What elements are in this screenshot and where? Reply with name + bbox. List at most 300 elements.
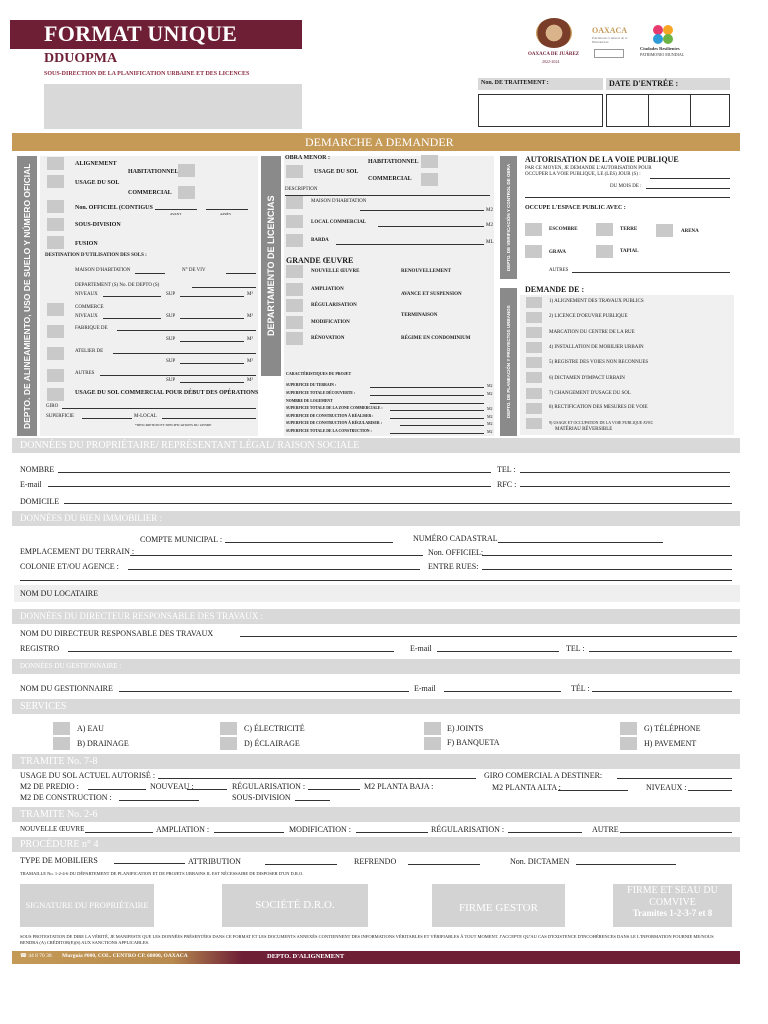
refrendo-label: REFRENDO — [354, 857, 397, 866]
societe-dro-box[interactable] — [222, 884, 368, 927]
alignement-side-label — [17, 156, 37, 436]
t26-ampliation-line[interactable] — [214, 832, 284, 833]
comvive-box[interactable] — [613, 884, 732, 927]
no-traitement-label: Non. DE TRAITEMENT : — [481, 80, 549, 86]
drainage-label: B) DRAINAGE — [77, 739, 129, 748]
giro-destiner-label: GIRO COMERCIAL A DESTINER: — [484, 771, 603, 780]
superficie-label: SUPERFICIE — [46, 414, 75, 419]
t26-autre-label: AUTRE — [592, 825, 619, 834]
telephone-checkbox[interactable] — [620, 722, 637, 735]
lic-maison-label: MAISON D'HABITATION — [311, 199, 367, 204]
lic-habitationnel-checkbox[interactable] — [421, 155, 438, 168]
lic-maison-m2: M2 — [486, 208, 493, 213]
date-day-field[interactable] — [606, 94, 649, 127]
habitationnel-label: HABITATIONNEL — [128, 169, 179, 175]
escombre-checkbox[interactable] — [525, 223, 542, 236]
prop-tel-line[interactable] — [520, 472, 730, 473]
planeacion-side-label — [500, 288, 517, 436]
voie-par-ce: PAR CE MOYEN, JE DEMANDE L'AUTORISATION POUR OCCUPER LA VOIE PUBLIQUE, LE (LES) JOUR (S) : — [525, 166, 652, 177]
terre-label: TERRE — [620, 227, 638, 232]
lic-barda-ml: ML — [486, 240, 494, 245]
rfc-line[interactable] — [520, 486, 730, 487]
carac-7-line[interactable] — [390, 433, 484, 434]
usage-sol-checkbox[interactable] — [47, 175, 64, 188]
nombre-line[interactable] — [58, 472, 491, 473]
carac-2-unit: M2 — [487, 391, 493, 396]
usage-commercial-checkbox[interactable] — [47, 388, 64, 401]
demande-1-label: 1) ALIGNEMENT DES TRAVAUX PUBLICS — [549, 299, 644, 304]
planeacion-side-text: DEPTO. DE PLANEACIÓN Y PROYECTOS URBANOS — [506, 305, 511, 419]
banqueta-label: F) BANQUETA — [447, 738, 500, 747]
demande-8-label: 8) RECTIFICATION DES MESURES DE VOIE — [549, 405, 648, 410]
attribution-label: ATTRIBUTION — [188, 857, 241, 866]
carac-6-label: SUPERFICIE DE CONSTRUCTION À RÉGULARISER : — [286, 421, 382, 425]
demande-9-checkbox[interactable] — [526, 418, 542, 429]
tapial-checkbox[interactable] — [596, 245, 613, 258]
telephone-label: G) TÉLÉPHONE — [644, 724, 701, 733]
demande-7-checkbox[interactable] — [526, 388, 542, 399]
page-title: FORMAT UNIQUE — [44, 21, 238, 46]
gestionnaire-section-title: DONNÉES DU GESTIONNAIRE : — [20, 662, 122, 670]
t78-sous-division-label: SOUS-DIVISION — [232, 793, 291, 802]
t78-sous-division-line[interactable] — [295, 800, 330, 801]
renovation-checkbox[interactable] — [286, 332, 303, 345]
footer-address: Murguía #000, COL. CENTRO CP. 68000, OAXACA — [62, 953, 188, 959]
banqueta-checkbox[interactable] — [424, 737, 441, 750]
verification-side-label — [500, 156, 517, 279]
autres-sup-label: SUP — [166, 378, 176, 383]
entre-rues-label: ENTRE RUES: — [428, 562, 479, 571]
lic-habitationnel-label: HABITATIONNEL — [368, 159, 419, 165]
giro-line[interactable] — [62, 408, 256, 409]
demande-3-label: MARCATION DU CENTRE DE LA RUE — [549, 330, 635, 335]
autres-label: AUTRES — [75, 371, 95, 376]
directeur-nom-label: NOM DU DIRECTEUR RESPONSABLE DES TRAVAUX — [20, 629, 214, 638]
numero-cadastral-label: NUMÉRO CADASTRAL — [413, 534, 498, 543]
eau-checkbox[interactable] — [53, 722, 70, 735]
commerce-label: COMMERCE — [75, 305, 104, 310]
fusion-label: FUSION — [75, 241, 98, 247]
voie-jours-line[interactable] — [650, 178, 730, 179]
lic-maison-line[interactable] — [360, 210, 484, 211]
colonie-label: COLONIE ET/OU AGENCE : — [20, 562, 119, 571]
grava-label: GRAVA — [549, 250, 567, 255]
compte-line[interactable] — [225, 542, 393, 543]
nouvelle-checkbox[interactable] — [286, 265, 303, 278]
verification-side-text: DEPTO. DE VERIFICACIÓN Y CONTROL DE OBRA — [506, 163, 511, 272]
no-officiel-checkbox[interactable] — [47, 200, 64, 213]
usage-commercial-label: USAGE DU SOL COMMERCIAL POUR DÉBUT DES OPÉRATIONS — [75, 390, 259, 396]
gestionnaire-section-header — [12, 659, 740, 674]
t26-regularisation-label: RÉGULARISATION : — [431, 825, 505, 834]
regularisation-label: RÉGULARISATION — [311, 303, 357, 308]
eclairage-label: D) ÉCLAIRAGE — [244, 739, 300, 748]
carac-3-label: NOMBRE DE LOGEMENT — [286, 399, 333, 403]
lic-barda-checkbox[interactable] — [286, 234, 303, 247]
lic-usage-sol-label: USAGE DU SOL — [314, 169, 359, 175]
services-section-header: SERVICES — [12, 699, 740, 714]
firme-gestor-box[interactable] — [432, 884, 565, 927]
t78-niveaux-label: NIVEAUX : — [646, 783, 687, 792]
joints-checkbox[interactable] — [424, 722, 441, 735]
dir-tel-label: TEL : — [566, 644, 585, 653]
tapial-label: TAPIAL — [620, 249, 639, 254]
carac-6-line[interactable] — [400, 425, 484, 426]
demande-6-label: 6) DICTAMEN D'IMPACT URBAIN — [549, 376, 625, 381]
demande-7-label: 7) CHANGEMENT D'USAGE DU SOL — [549, 391, 631, 396]
autres-line[interactable] — [100, 375, 256, 376]
licences-side-text: DEPARTAMENTO DE LICENCIAS — [266, 195, 276, 337]
unesco-icon — [594, 49, 624, 58]
atel-sup-line[interactable] — [180, 363, 244, 364]
lic-local-label: LOCAL COMMERCIAL — [311, 220, 367, 225]
voie-extra-line[interactable] — [525, 197, 730, 198]
dir-email-line[interactable] — [437, 651, 559, 652]
atelier-line[interactable] — [113, 353, 256, 354]
electricite-checkbox[interactable] — [220, 722, 237, 735]
fabrique-line[interactable] — [117, 330, 256, 331]
t78-niveaux-line[interactable] — [688, 790, 732, 791]
eclairage-checkbox[interactable] — [220, 737, 237, 750]
t26-modification-label: MODIFICATION : — [289, 825, 351, 834]
autres-m2-label: M² — [247, 378, 253, 383]
numero-cadastral-line[interactable] — [498, 542, 663, 543]
header-grey-box — [44, 84, 302, 129]
firme-gestor-label: FIRME GESTOR — [459, 902, 538, 915]
emplacement-line[interactable] — [130, 555, 423, 556]
avant-line[interactable] — [155, 209, 197, 210]
lic-commercial-label: COMMERCIAL — [368, 176, 412, 182]
carac-4-unit: M2 — [487, 406, 493, 411]
autres-sup-line[interactable] — [180, 382, 244, 383]
com-m2-label: M² — [247, 314, 253, 319]
m-local-label: M-LOCAL — [134, 414, 157, 419]
dept-niveaux-line[interactable] — [103, 296, 161, 297]
lic-usage-sol-checkbox[interactable] — [286, 165, 303, 178]
giro-destiner-line[interactable] — [617, 778, 732, 779]
atelier-checkbox[interactable] — [47, 347, 64, 360]
logo3-sub: PATRIMONIO MUNDIAL — [640, 52, 685, 57]
electricite-label: C) ÉLECTRICITÉ — [244, 724, 305, 733]
joints-label: E) JOINTS — [447, 724, 484, 733]
voie-autres-line[interactable] — [572, 272, 730, 273]
fabrique-checkbox[interactable] — [47, 325, 64, 338]
t26-nouvelle-label: NOUVELLE ŒUVRE — [20, 825, 85, 833]
t26-modification-line[interactable] — [356, 832, 428, 833]
lic-description-label: DESCRIPTION — [285, 187, 318, 192]
no-viv-line[interactable] — [226, 273, 256, 274]
prop-email-line[interactable] — [48, 486, 491, 487]
type-mobiliers-line[interactable] — [114, 863, 185, 864]
com-sup-line[interactable] — [180, 318, 244, 319]
carac-5-label: SUPERFICIE DE CONSTRUCTION À RÉALISER : — [286, 414, 374, 418]
lic-barda-label: BARDA — [311, 238, 329, 243]
avant-label: AVANT — [170, 212, 182, 216]
carac-1-label: SUPERFICIE DU TERRAIN : — [286, 383, 337, 387]
arena-label: ARENA — [681, 229, 699, 234]
logo3-label: Ciudades Resilientes — [640, 46, 680, 51]
lic-barda-line[interactable] — [336, 244, 484, 245]
alignement-label: ALIGNEMENT — [75, 161, 117, 167]
habitationnel-checkbox[interactable] — [178, 164, 195, 177]
carac-7-unit: M2 — [487, 429, 493, 434]
compte-label: COMPTE MUNICIPAL : — [140, 535, 223, 544]
superficie-line[interactable] — [82, 418, 132, 419]
renouvellement-label: RENOUVELLEMENT — [401, 269, 452, 274]
footer-dept: DEPTO. D'ALIGNEMENT — [267, 953, 345, 960]
demande-3-checkbox[interactable] — [526, 327, 542, 338]
demande-5-label: 5) REGISTRE DES VOIES NON RECONNUES — [549, 360, 649, 365]
eau-label: A) EAU — [77, 724, 104, 733]
locataire-label: NOM DU LOCATAIRE — [20, 589, 99, 598]
prop-email-label: E-mail — [20, 480, 42, 489]
carac-6-unit: M2 — [487, 421, 493, 426]
logo2-label: OAXACA — [592, 26, 628, 35]
type-mobiliers-label: TYPE DE MOBILIERS — [20, 856, 98, 865]
com-niveaux-label: NIVEAUX — [75, 314, 98, 319]
date-month-field[interactable] — [649, 94, 691, 127]
terminaison-label: TERMINAISON — [401, 313, 438, 318]
demande-5-checkbox[interactable] — [526, 357, 542, 368]
alignement-checkbox[interactable] — [47, 157, 64, 170]
carac-5-line[interactable] — [390, 418, 484, 419]
atelier-label: ATELIER DE — [75, 349, 104, 354]
occupe-label: OCCUPE L'ESPACE PUBLIC AVEC : — [525, 205, 626, 211]
apres-line[interactable] — [206, 209, 248, 210]
lic-local-m2: M2 — [486, 223, 493, 228]
no-traitement-field[interactable] — [478, 94, 603, 127]
lic-local-line[interactable] — [378, 226, 484, 227]
date-entree-label: DATE D'ENTRÉE : — [609, 79, 679, 88]
demande-2-checkbox[interactable] — [526, 312, 542, 323]
usage-sol-label: USAGE DU SOL — [75, 180, 120, 186]
tramite26-section-header: TRAMITE No. 2-6 — [12, 807, 740, 822]
grava-checkbox[interactable] — [525, 245, 542, 258]
lic-commercial-checkbox[interactable] — [421, 173, 438, 186]
demande-6-checkbox[interactable] — [526, 372, 542, 383]
date-year-field[interactable] — [691, 94, 730, 127]
t26-autre-line[interactable] — [620, 832, 732, 833]
voie-title: AUTORISATION DE LA VOIE PUBLIQUE — [525, 155, 679, 164]
procedure-section-header: PROCÉDURE n° 4 — [12, 837, 740, 852]
carac-7-label: SUPERFICIE TOTALE DE LA CONSTRUCTION : — [286, 429, 372, 433]
voie-autres-label: AUTRES — [549, 268, 569, 273]
dept-sup-line[interactable] — [180, 296, 244, 297]
maison-line[interactable] — [135, 273, 165, 274]
dictamen-line[interactable] — [576, 864, 676, 865]
registro-line[interactable] — [68, 651, 394, 652]
giro-label: GIRO — [46, 404, 59, 409]
caracteristiques-label: CARACTÉRISTIQUES DU PROJET — [286, 371, 352, 376]
sous-division-checkbox[interactable] — [47, 218, 64, 231]
fab-sup-label: SUP — [166, 337, 176, 342]
nombre-label: NOMBRE — [20, 465, 55, 474]
sous-division-label: SOUS-DIVISION — [75, 222, 121, 228]
pavement-checkbox[interactable] — [620, 737, 637, 750]
ampliation-label: AMPLIATION — [311, 287, 344, 292]
fabrique-label: FABRIQUE DE — [75, 326, 108, 331]
carac-4-line[interactable] — [390, 410, 484, 411]
comvive-tramites-label: Tramites 1-2-3-7 et 8 — [632, 908, 713, 918]
prop-tel-label: TEL : — [497, 465, 516, 474]
commercial-label: COMMERCIAL — [128, 190, 172, 196]
disclaimer-text: SOUS PROTESTATION DE DIRE LA VÉRITÉ, JE MANIFESTE QUE LES DONNÉES PRÉSENTÉES DANS CE FORMAT ET LES DOCUMENTS ANNEXÉS CONTIENNENT DES INFORMATIONS VÉRITABLES ET VÉRIFIABLES À TOUT MOMENT. J'ACCEPTE QU'AU CAS D'EXISTENCE D'INCOHÉRENCES DANS LE L'INFORMATION FOURNIE ME/NOUS RENDRA (A) CRÉDITOR(E)(S) AUX SANCTIONS APPLICABLES. — [20, 934, 714, 945]
oaxaca-seal-logo — [536, 18, 572, 48]
commerce-checkbox[interactable] — [47, 303, 64, 316]
dept-sup-label: SUP — [166, 292, 176, 297]
societe-dro-label: SOCIÉTÉ D.R.O. — [255, 899, 335, 912]
carac-4-label: SUPERFICIE TOTALE DE LA ZONE COMMERCIALE : — [286, 406, 383, 410]
carac-2-line[interactable] — [370, 395, 484, 396]
departement-line[interactable] — [192, 287, 256, 288]
page-subtitle: DDUOPMA — [44, 51, 118, 66]
t26-nouvelle-line[interactable] — [85, 832, 153, 833]
refrendo-line[interactable] — [408, 864, 480, 865]
arena-checkbox[interactable] — [656, 224, 673, 237]
lic-description-line[interactable] — [285, 195, 490, 196]
directeur-section-header: DONNÉES DU DIRECTEUR RESPONSABLE DES TRAVAUX : — [12, 609, 740, 624]
domicile-line[interactable] — [64, 503, 732, 504]
t78-regularisation-line[interactable] — [308, 789, 360, 790]
gestionnaire-nom-label: NOM DU GESTIONNAIRE — [20, 684, 113, 693]
predio-label: M2 DE PREDIO : — [20, 782, 79, 791]
com-niveaux-line[interactable] — [103, 318, 161, 319]
demande-9a-label: 9) USAGE ET OCCUPATION DE LA VOIE PUBLIQUE AVEC — [549, 420, 654, 425]
demande-4-checkbox[interactable] — [526, 342, 542, 353]
gest-email-line[interactable] — [444, 691, 561, 692]
construction-line[interactable] — [119, 800, 199, 801]
gestionnaire-nom-line[interactable] — [119, 691, 409, 692]
t26-ampliation-label: AMPLIATION : — [156, 825, 210, 834]
procedure-note: TRAMAILLE No. 1-2-4-6 DU DÉPARTEMENT DE PLANIFICATION ET DE PROJETS URBAINS IL EST NÉCESSAIRE DE DISPOSER D'UN D.R.O. — [20, 871, 304, 876]
regime-label: RÉGIME EN CONDOMINIUM — [401, 336, 471, 341]
planta-baja-label: M2 PLANTA BAJA : — [364, 782, 434, 791]
du-mois-label: DU MOIS DE : — [610, 184, 642, 189]
ampliation-checkbox[interactable] — [286, 283, 303, 296]
modification-checkbox[interactable] — [286, 316, 303, 329]
no-officiel-label: Non. OFFICIEL (CONTIGUS — [75, 205, 153, 211]
modification-label: MODIFICATION — [311, 320, 350, 325]
carac-5-unit: M2 — [487, 414, 493, 419]
resilient-cities-logo — [652, 24, 674, 44]
colonie-line[interactable] — [128, 569, 420, 570]
nouveau-line[interactable] — [187, 789, 227, 790]
demande-1-checkbox[interactable] — [526, 297, 542, 308]
usage-actuel-label: USAGE DU SOL ACTUEL AUTORISÉ : — [20, 771, 156, 780]
construction-label: M2 DE CONSTRUCTION : — [20, 793, 112, 802]
planta-alta-label: M2 PLANTA ALTA : — [492, 783, 561, 792]
destination-label: DESTINATION D'UTILISATION DES SOLS : — [45, 253, 147, 258]
atel-sup-label: SUP — [166, 359, 176, 364]
emplacement-label: EMPLACEMENT DU TERRAIN : — [20, 547, 135, 556]
pavement-label: H) PAVEMENT — [644, 739, 697, 748]
footer-phone: ☎ 44 8 70 38 — [20, 953, 52, 959]
demande-4-label: 4) INSTALLATION DE MOBILIER URBAIN — [549, 345, 644, 350]
maison-label: MAISON D'HABITATION — [75, 268, 131, 273]
gest-tel-label: TÉL : — [571, 684, 590, 693]
drainage-checkbox[interactable] — [53, 737, 70, 750]
departement-label: DEPARTEMENT (S) No. DE DEPTO (S) — [75, 283, 160, 288]
gest-tel-line[interactable] — [592, 691, 732, 692]
terre-checkbox[interactable] — [596, 223, 613, 236]
dictamen-label: Non. DICTAMEN — [510, 857, 570, 866]
fab-m2-label: M² — [247, 337, 253, 342]
logo2-sub: Patrimonio Cultural de la Humanidad — [592, 36, 628, 44]
logo1-label: OAXACA DE JUÁREZ — [528, 52, 580, 57]
subdirection-label: SOUS-DIRECTION DE LA PLANIFICATION URBAINE ET DES LICENCES — [44, 71, 250, 77]
proprietaire-section-header: DONNÉES DU PROPRIÉTAIRE/ REPRÉSENTANT LÉGAL/ RAISON SOCIALE — [12, 438, 740, 453]
carac-2-label: SUPERFICIE TOTALE DÉCOUVERTE : — [286, 391, 356, 395]
m-local-line[interactable] — [162, 418, 256, 419]
lic-local-checkbox[interactable] — [286, 215, 303, 228]
commercial-checkbox[interactable] — [178, 186, 195, 199]
carac-1-line[interactable] — [370, 387, 484, 388]
predio-line[interactable] — [88, 789, 146, 790]
grande-oeuvre-label: GRANDE ŒUVRE — [286, 256, 354, 265]
bien-section-header: DONNÉES DU BIEN IMMOBILIER : — [12, 511, 740, 526]
bien-no-officiel-line[interactable] — [482, 555, 732, 556]
dept-niveaux-label: NIVEAUX — [75, 292, 98, 297]
demande-2-label: 2) LICENCE D'OEUVRE PUBLIQUE — [549, 314, 628, 319]
avance-label: AVANCE ET SUSPENSION — [401, 292, 462, 297]
demande-9b-label: MATÉRIAU RÉVERSIBLE — [555, 427, 613, 432]
bien-no-officiel-label: Non. OFFICIEL: — [428, 548, 484, 557]
dir-tel-line[interactable] — [589, 651, 732, 652]
carac-1-unit: M2 — [487, 383, 493, 388]
dir-email-label: E-mail — [410, 644, 432, 653]
tramite78-section-header: TRAMITE No. 7-8 — [12, 754, 740, 769]
demande-8-checkbox[interactable] — [526, 403, 542, 414]
atel-m2-label: M² — [247, 359, 253, 364]
gest-email-label: E-mail — [414, 684, 436, 693]
domicile-label: DOMICILE — [20, 497, 60, 506]
planta-alta-line[interactable] — [558, 790, 628, 791]
no-viv-label: N° DE VIV — [182, 268, 206, 273]
alignement-side-text: DEPTO. DE ALINEAMIENTO, USO DE SUELO Y NÚMERO OFICIAL — [22, 163, 32, 429]
directeur-nom-line[interactable] — [240, 636, 737, 637]
comvive-label: FIRME ET SEAU DU COMVIVE — [627, 885, 718, 908]
signature-proprietaire-box[interactable] — [20, 884, 154, 927]
lic-maison-checkbox[interactable] — [286, 196, 303, 209]
t26-regularisation-line[interactable] — [508, 832, 582, 833]
demande-label: DEMANDE DE : — [525, 285, 585, 294]
t78-regularisation-label: RÉGULARISATION : — [232, 782, 306, 791]
obra-menor-label: OBRA MENOR : — [285, 155, 330, 161]
dept-m2-label: M² — [247, 292, 253, 297]
description-note: *DESCRIPTION ET SPECIFICATIONS DU GENRE — [135, 423, 212, 427]
rfc-label: RFC : — [497, 480, 517, 489]
demarche-label: DEMARCHE A DEMANDER — [305, 135, 454, 149]
nouveau-label: NOUVEAU : — [150, 782, 194, 791]
locataire-bg — [14, 585, 740, 602]
escombre-label: ESCOMBRE — [549, 227, 578, 232]
fusion-checkbox[interactable] — [47, 236, 64, 249]
nouvelle-label: NOUVELLE ŒUVRE — [311, 269, 360, 274]
signature-proprietaire-label: SIGNATURE DU PROPRIÉTAIRE — [25, 899, 149, 910]
entre-rues-line[interactable] — [482, 569, 732, 570]
apres-label: APRÈS — [220, 212, 231, 216]
licences-side-label — [261, 156, 281, 376]
du-mois-line[interactable] — [646, 188, 730, 189]
attribution-line[interactable] — [265, 864, 337, 865]
carac-3-line[interactable] — [370, 403, 484, 404]
bien-extra-line[interactable] — [20, 580, 732, 581]
fab-sup-line[interactable] — [180, 341, 244, 342]
usage-actuel-line[interactable] — [158, 778, 476, 779]
regularisation-checkbox[interactable] — [286, 299, 303, 312]
logo1-sub: 2022-2024 — [542, 59, 560, 64]
autres-checkbox[interactable] — [47, 369, 64, 382]
